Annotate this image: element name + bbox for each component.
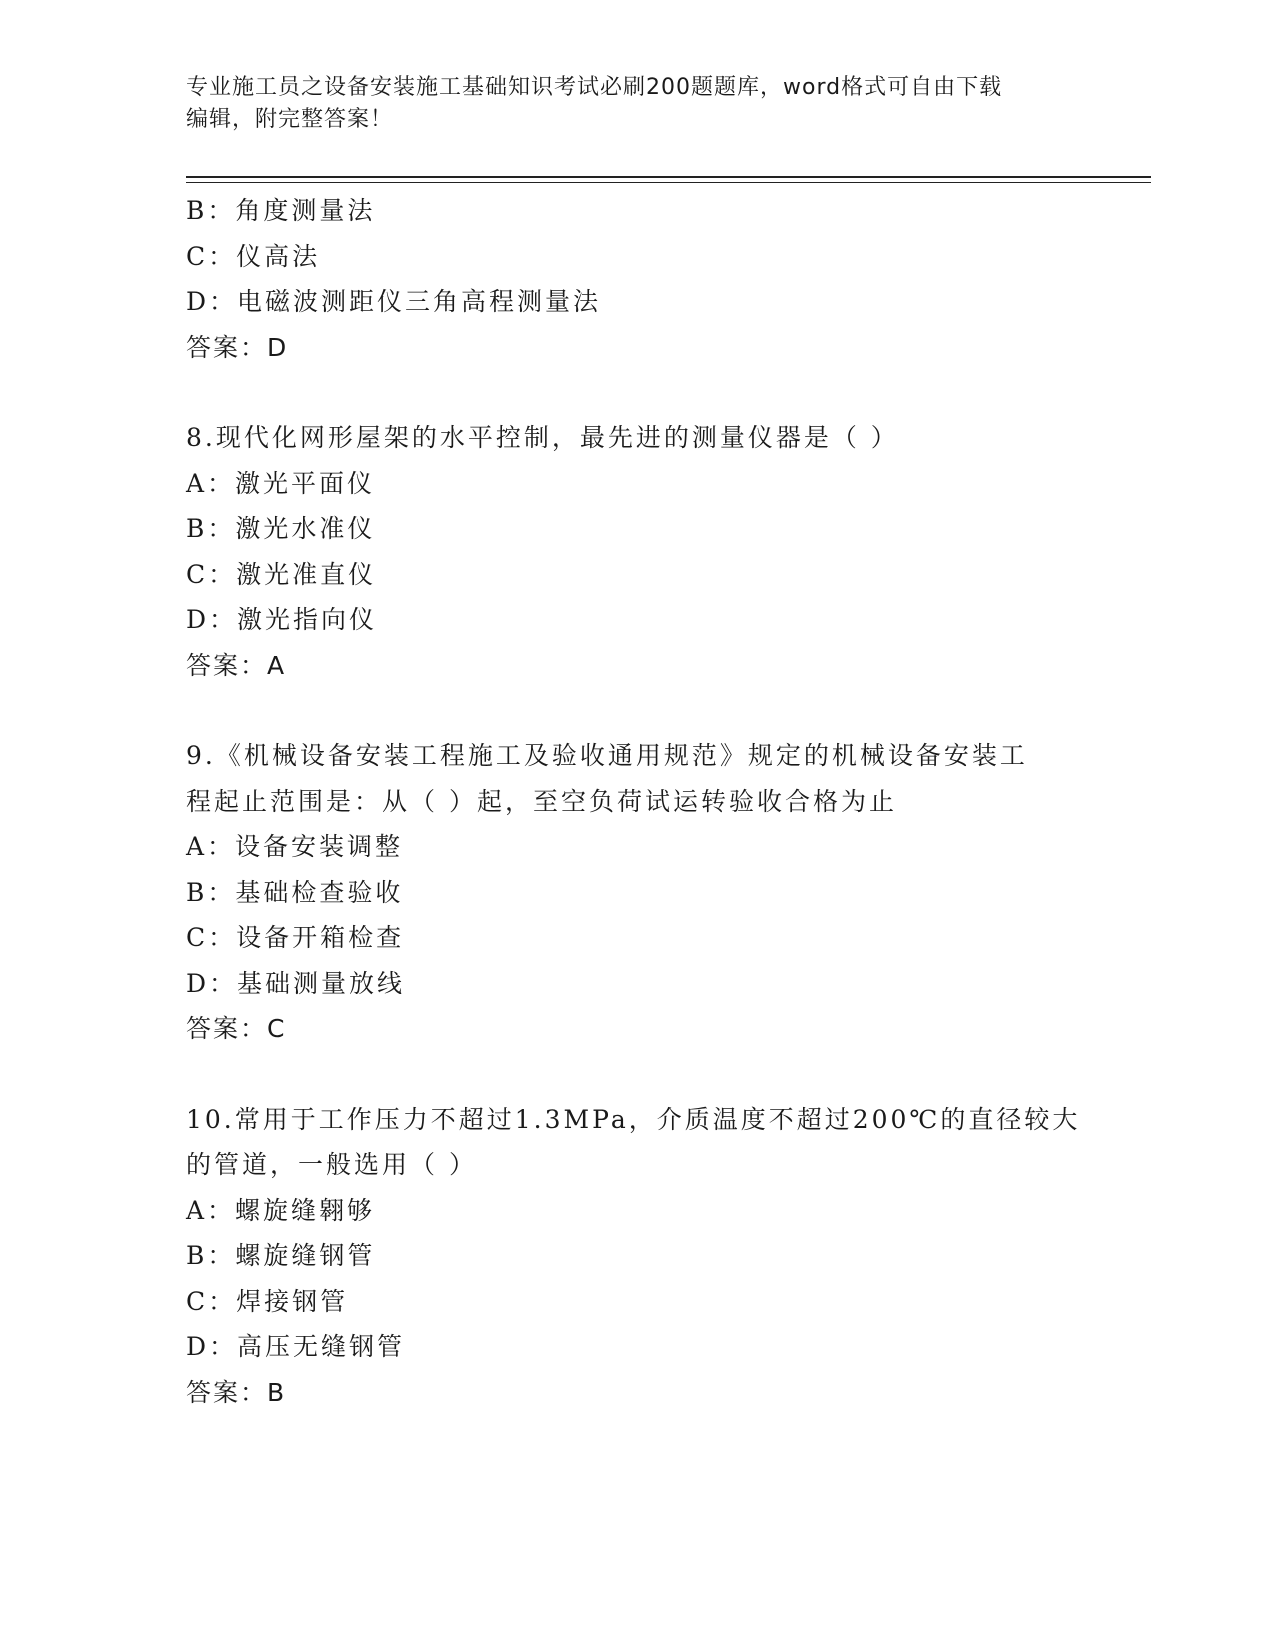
question-10: [186, 1097, 1086, 1416]
option-c: C：焊接钢管: [186, 1286, 349, 1316]
option-c: C：激光准直仪: [186, 559, 377, 589]
header-divider-thin: [186, 182, 1151, 183]
option-a: A：螺旋缝翱够: [186, 1195, 376, 1225]
header-line-1: 专业施工员之设备安装施工基础知识考试必刷200题题库，word格式可自由下载: [186, 75, 1003, 100]
question-stem-line-1: 10.常用于工作压力不超过1.3MPa，介质温度不超过200℃的直径较大: [186, 1104, 1081, 1134]
question-stem-line-2: 的管道，一般选用（ ）: [186, 1150, 477, 1179]
option-d: D：电磁波测距仪三角高程测量法: [186, 287, 602, 316]
question-7-fragment: [186, 188, 1086, 370]
option-c: C：仪高法: [186, 241, 321, 271]
question-stem: 8.现代化网形屋架的水平控制，最先进的测量仪器是（ ）: [186, 423, 899, 452]
option-a: A：设备安装调整: [186, 832, 404, 861]
option-b: B：螺旋缝钢管: [186, 1241, 376, 1270]
option-b: B：角度测量法: [186, 196, 376, 225]
option-d: D：激光指向仪: [186, 605, 378, 634]
header-divider-thick: [186, 176, 1151, 178]
option-b: B：激光水准仪: [186, 514, 376, 543]
question-8: [186, 415, 1086, 688]
spacer: [186, 688, 1086, 733]
header-line-2: 编辑，附完整答案！: [186, 107, 394, 132]
document-header: [186, 72, 1086, 136]
answer: 答案：D: [186, 332, 289, 362]
answer: 答案：C: [186, 1014, 287, 1043]
answer: 答案：A: [186, 650, 287, 680]
answer: 答案：B: [186, 1377, 287, 1407]
option-a: A：激光平面仪: [186, 468, 376, 498]
option-c: C：设备开箱检查: [186, 923, 405, 952]
question-9: [186, 733, 1086, 1052]
question-stem-line-1: 9.《机械设备安装工程施工及验收通用规范》规定的机械设备安装工: [186, 741, 1028, 770]
spacer: [186, 370, 1086, 415]
question-content: [186, 188, 1086, 1415]
option-d: D：基础测量放线: [186, 968, 406, 998]
option-b: B：基础检查验收: [186, 877, 404, 907]
option-d: D：高压无缝钢管: [186, 1332, 406, 1361]
spacer: [186, 1052, 1086, 1097]
question-stem-line-2: 程起止范围是：从（ ）起，至空负荷试运转验收合格为止: [186, 786, 897, 816]
